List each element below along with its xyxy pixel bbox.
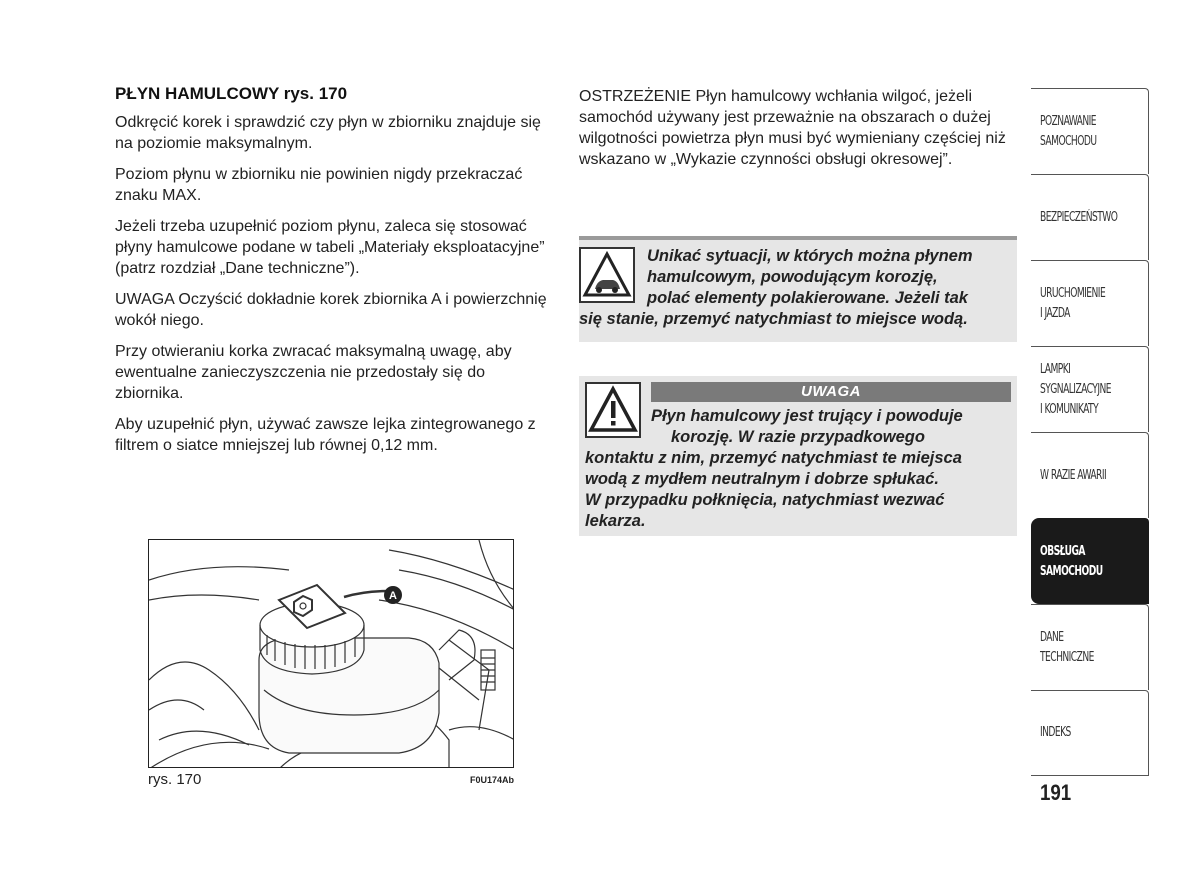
page-number: 191 <box>1040 780 1072 805</box>
paragraph-5: Przy otwieraniu korka zwracać maksymalną uwagę, aby ewentualne zanieczyszczenia nie przedostały się do zbiornika. <box>115 343 512 402</box>
paragraph-3: Jeżeli trzeba uzupełnić poziom płynu, zaleca się stosować płyny hamulcowe podane w tabeli „Materiały eksploatacyjne” (patrz rozdział „Dane techniczne”). <box>115 218 545 277</box>
left-column <box>115 84 555 466</box>
uwaga-box <box>579 376 1017 536</box>
figure-caption: rys. 170 <box>148 771 202 788</box>
uwaga-line: Płyn hamulcowy jest trujący i powoduje <box>651 407 963 425</box>
middle-column <box>579 86 1019 170</box>
section-heading: PŁYN HAMULCOWY rys. 170 <box>115 84 348 103</box>
paragraph-4: UWAGA Oczyścić dokładnie korek zbiornika A i powierzchnię wokół niego. <box>115 291 547 329</box>
uwaga-title: UWAGA <box>651 382 1011 402</box>
tab-poznawanie-samochodu[interactable]: POZNAWANIE SAMOCHODU <box>1031 88 1149 174</box>
uwaga-line: wodą z mydłem neutralnym i dobrze spłukać. <box>585 470 939 488</box>
corrosion-note-box <box>579 236 1017 342</box>
tab-lampki-sygnalizacyjne[interactable]: LAMPKI SYGNALIZACYJNE I KOMUNIKATY <box>1031 346 1149 432</box>
paragraph-1: Odkręcić korek i sprawdzić czy płyn w zbiorniku znajduje się na poziomie maksymalnym. <box>115 114 541 152</box>
uwaga-line: lekarza. <box>585 512 646 530</box>
uwaga-line: kontaktu z nim, przemyć natychmiast te miejsca <box>585 449 962 467</box>
tab-dane-techniczne[interactable]: DANE TECHNICZNE <box>1031 604 1149 690</box>
chapter-tabs <box>1031 88 1149 776</box>
tab-obsluga-samochodu[interactable]: OBSŁUGA SAMOCHODU <box>1031 518 1149 604</box>
figure-code: F0U174Ab <box>470 775 515 785</box>
tab-bezpieczenstwo[interactable]: BEZPIECZEŃSTWO <box>1031 174 1149 260</box>
tab-w-razie-awarii[interactable]: W RAZIE AWARII <box>1031 432 1149 518</box>
paragraph-2: Poziom płynu w zbiorniku nie powinien nigdy przekraczać znaku MAX. <box>115 166 523 204</box>
note-line: Unikać sytuacji, w których można płynem <box>647 247 973 265</box>
tab-uruchomienie-i-jazda[interactable]: URUCHOMIENIE I JAZDA <box>1031 260 1149 346</box>
note-line: się stanie, przemyć natychmiast to miejsce wodą. <box>579 310 968 328</box>
brake-fluid-reservoir-illustration <box>148 539 514 768</box>
warning-paragraph: OSTRZEŻENIE Płyn hamulcowy wchłania wilgoć, jeżeli samochód używany jest przeważnie na obszarach o dużej wilgotności powietrza płyn musi być wymieniany częściej niż wskazano w „Wykazie czynności obsługi okresowej”. <box>579 88 1006 168</box>
uwaga-text <box>585 406 1013 532</box>
note-line: polać elementy polakierowane. Jeżeli tak <box>647 289 968 307</box>
tab-indeks[interactable]: INDEKS <box>1031 690 1149 776</box>
uwaga-line: korozję. W razie przypadkowego <box>671 428 925 446</box>
uwaga-line: W przypadku połknięcia, natychmiast wezwać <box>585 491 945 509</box>
note-line: hamulcowym, powodującym korozję, <box>647 268 938 286</box>
corrosion-note-text <box>579 246 1009 330</box>
callout-label: A <box>389 590 397 602</box>
paragraph-6: Aby uzupełnić płyn, używać zawsze lejka zintegrowanego z filtrem o siatce mniejszej lub równej 0,12 mm. <box>115 416 536 454</box>
